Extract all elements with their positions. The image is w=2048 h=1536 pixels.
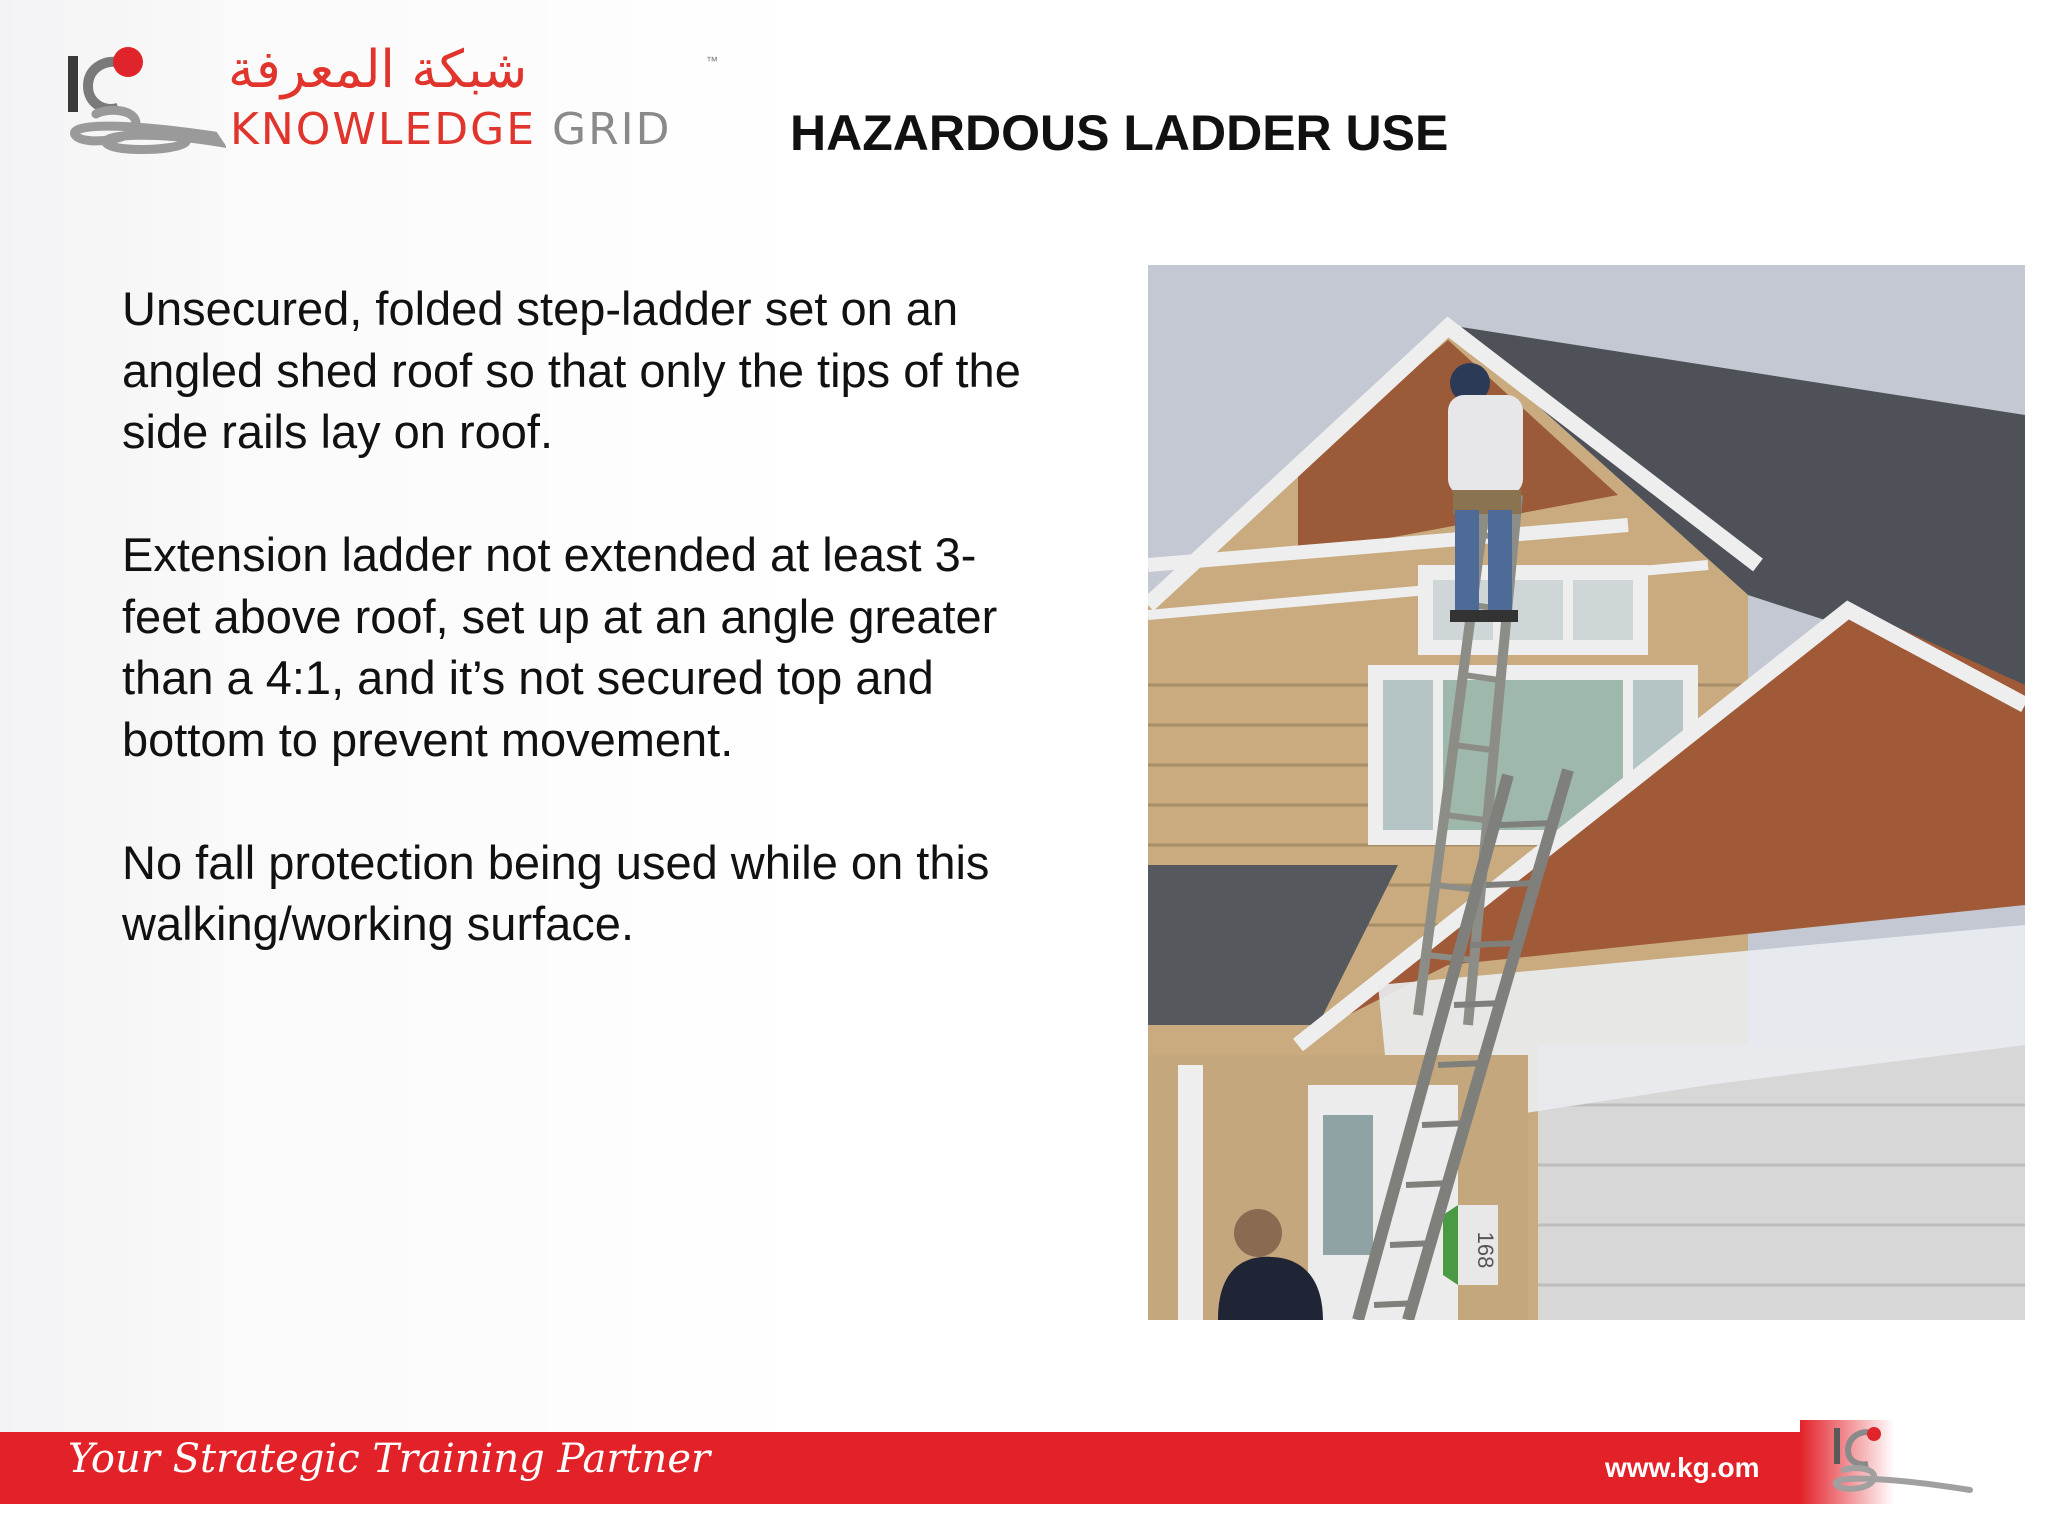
paragraph-fall-protection: No fall protection being used while on this walking/working surface. bbox=[122, 835, 990, 950]
logo-word-knowledge: KNOWLEDGE bbox=[230, 104, 536, 155]
footer-logo-area bbox=[1800, 1420, 2048, 1510]
logo-word-grid: GRID bbox=[552, 104, 672, 155]
paragraph-stepladder: Unsecured, folded step-ladder set on an angled shed roof so that only the tips of the side rails lay on roof. bbox=[122, 282, 1021, 458]
kg-logo-mark bbox=[66, 40, 226, 170]
house-illustration bbox=[1148, 265, 2025, 1320]
paragraph-extension-ladder: Extension ladder not extended at least 3- feet above roof, set up at an angle greater than a 4:1, and it’s not secured top and bottom to prevent movement. bbox=[122, 528, 998, 766]
house-number-text: 168 bbox=[1473, 1231, 1498, 1269]
kg-footer-logo-icon bbox=[1800, 1420, 2048, 1510]
logo-trademark: ™ bbox=[706, 54, 718, 68]
ladder-photo bbox=[1148, 265, 2025, 1320]
slide-body bbox=[122, 278, 1122, 1016]
slide-title: HAZARDOUS LADDER USE bbox=[790, 105, 1449, 161]
logo-english-text bbox=[230, 104, 672, 155]
logo-arabic-text: شبكة المعرفة bbox=[228, 40, 528, 100]
footer-url[interactable]: www.kg.om bbox=[1605, 1452, 1760, 1483]
knowledge-grid-logo bbox=[66, 40, 746, 170]
footer-tagline: Your Strategic Training Partner bbox=[68, 1436, 711, 1482]
footer-bottom-strip bbox=[0, 1504, 2048, 1536]
